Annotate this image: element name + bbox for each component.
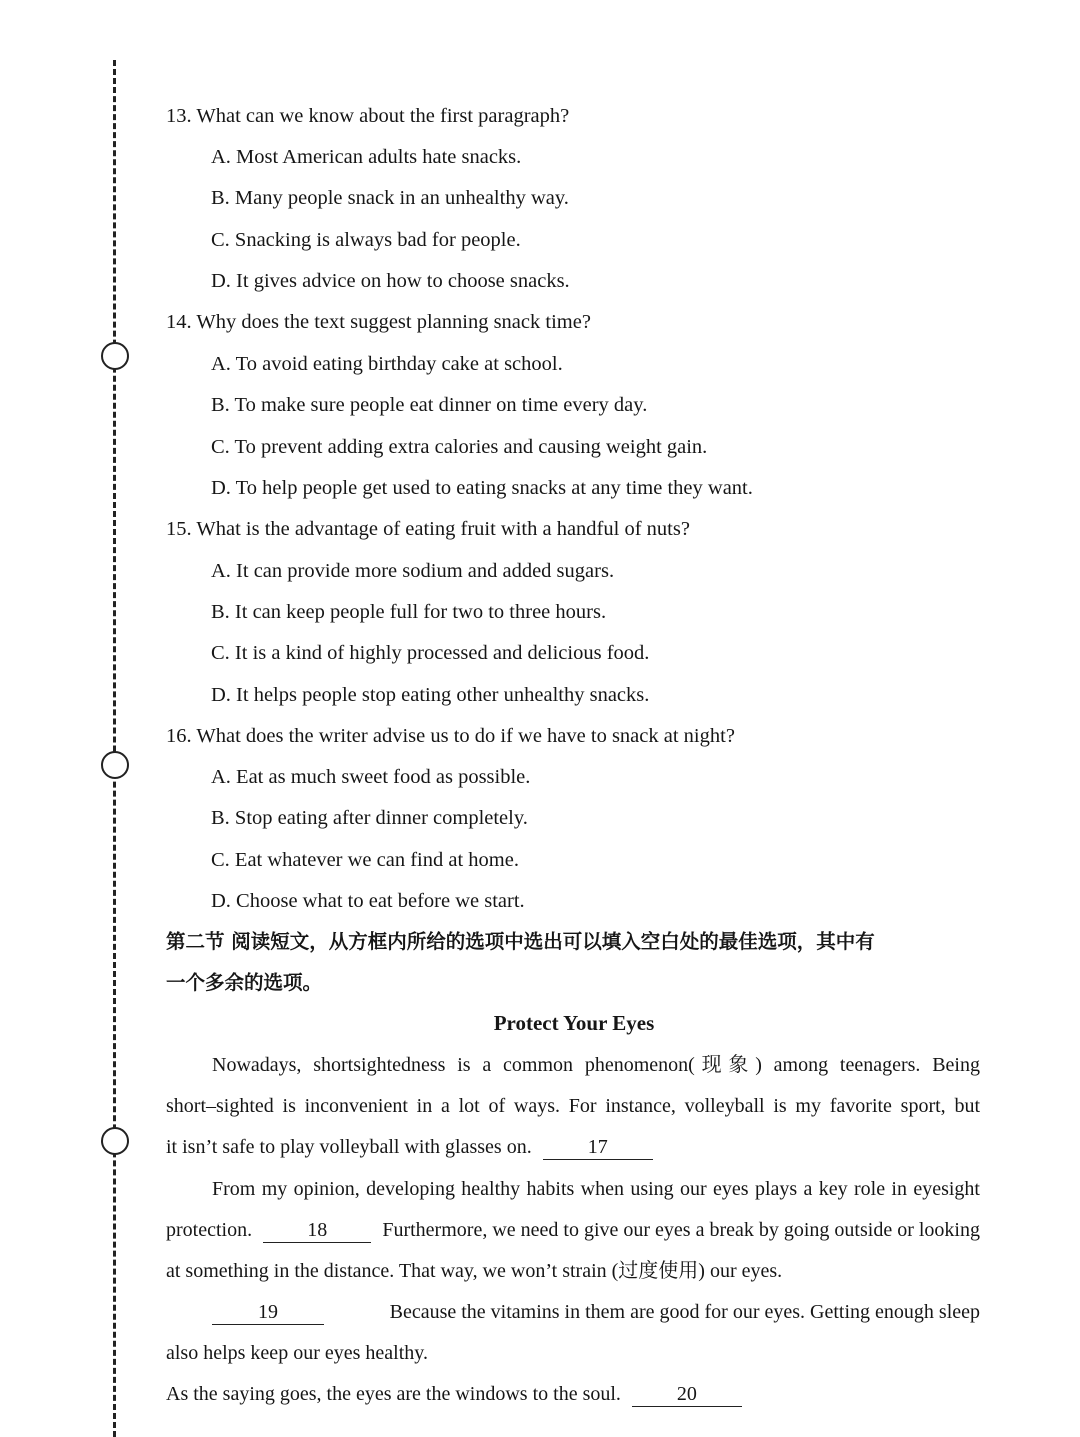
passage-p2-line2-end: Furthermore, we need to give our eyes a break by going outside or looking xyxy=(382,1219,980,1241)
question-15-stem: 15. What is the advantage of eating fruit with a handful of nuts? xyxy=(166,518,690,540)
section2-instruction-line1: 第二节 阅读短文，从方框内所给的选项中选出可以填入空白处的最佳选项，其中有 xyxy=(166,930,875,953)
passage-p2-line2-start: protection. xyxy=(166,1219,253,1241)
binding-dashed-line xyxy=(113,60,116,1437)
question-16-stem: 16. What does the writer advise us to do if we have to snack at night? xyxy=(166,725,735,747)
blank-17[interactable]: 17 xyxy=(543,1137,653,1160)
question-15-option-d: D. It helps people stop eating other unhealthy snacks. xyxy=(211,684,650,706)
blank-20[interactable]: 20 xyxy=(632,1384,742,1407)
passage-p1-line3-text: it isn’t safe to play volleyball with glasses on. xyxy=(166,1136,532,1158)
passage-p3-line2: also helps keep our eyes healthy. xyxy=(166,1342,428,1364)
passage-p1-line3 xyxy=(166,1137,653,1160)
passage-p2-line1: From my opinion, developing healthy habits when using our eyes plays a key role in eyesight xyxy=(212,1178,980,1200)
binding-hole-icon xyxy=(101,1127,129,1155)
question-16-option-d: D. Choose what to eat before we start. xyxy=(211,890,525,912)
passage-p3-line1-text: Because the vitamins in them are good for our eyes. Getting enough sleep xyxy=(389,1301,980,1323)
passage-p4-line1 xyxy=(166,1384,742,1407)
question-14-option-d: D. To help people get used to eating snacks at any time they want. xyxy=(211,477,753,499)
passage-p1-line2: short–sighted is inconvenient in a lot of ways. For instance, volleyball is my favorite sport, but xyxy=(166,1095,980,1117)
question-14-option-b: B. To make sure people eat dinner on time every day. xyxy=(211,394,648,416)
question-15-option-a: A. It can provide more sodium and added sugars. xyxy=(211,560,615,582)
question-15-option-b: B. It can keep people full for two to three hours. xyxy=(211,601,607,623)
blank-19[interactable]: 19 xyxy=(212,1302,324,1325)
question-16-option-c: C. Eat whatever we can find at home. xyxy=(211,849,519,871)
question-16-option-a: A. Eat as much sweet food as possible. xyxy=(211,766,531,788)
question-14-option-a: A. To avoid eating birthday cake at school. xyxy=(211,353,563,375)
question-13-option-b: B. Many people snack in an unhealthy way. xyxy=(211,187,569,209)
question-13-stem: 13. What can we know about the first paragraph? xyxy=(166,105,570,127)
question-13-option-d: D. It gives advice on how to choose snacks. xyxy=(211,270,570,292)
question-13-option-c: C. Snacking is always bad for people. xyxy=(211,229,521,251)
passage-title: Protect Your Eyes xyxy=(493,1011,655,1035)
binding-hole-icon xyxy=(101,751,129,779)
question-13-option-a: A. Most American adults hate snacks. xyxy=(211,146,522,168)
question-14-option-c: C. To prevent adding extra calories and causing weight gain. xyxy=(211,436,708,458)
passage-p3-line1 xyxy=(212,1302,980,1325)
passage-p2-line2 xyxy=(166,1220,980,1243)
question-14-stem: 14. Why does the text suggest planning snack time? xyxy=(166,311,591,333)
blank-18[interactable]: 18 xyxy=(263,1220,371,1243)
passage-p2-line3: at something in the distance. That way, we won’t strain (过度使用) our eyes. xyxy=(166,1260,783,1282)
binding-hole-icon xyxy=(101,342,129,370)
passage-p4-line1-text: As the saying goes, the eyes are the windows to the soul. xyxy=(166,1383,621,1405)
section2-instruction-line2: 一个多余的选项。 xyxy=(166,971,323,994)
question-15-option-c: C. It is a kind of highly processed and delicious food. xyxy=(211,642,650,664)
passage-p1-line1: Nowadays, shortsightedness is a common phenomenon(现象) among teenagers. Being xyxy=(212,1054,980,1076)
question-16-option-b: B. Stop eating after dinner completely. xyxy=(211,807,528,829)
